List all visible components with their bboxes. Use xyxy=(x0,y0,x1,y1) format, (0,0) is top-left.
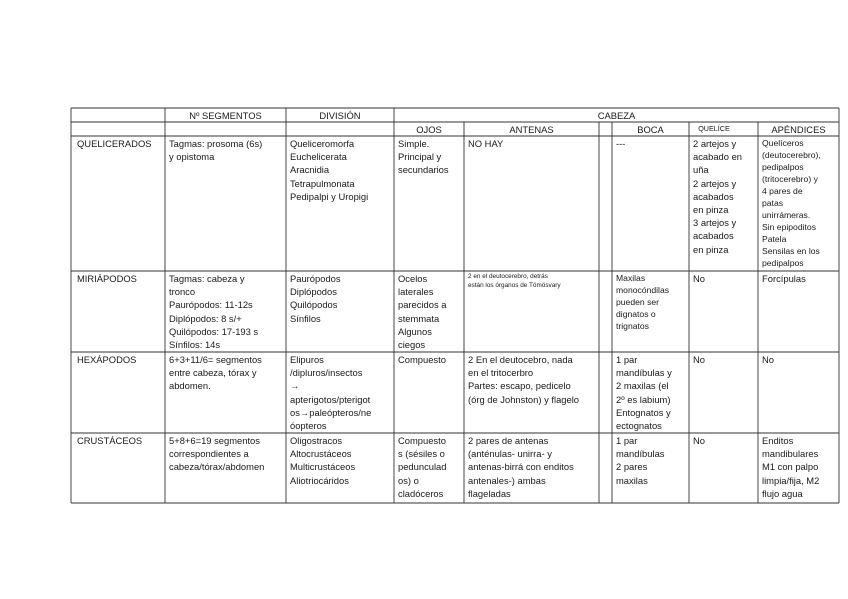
cell-ojos: Simple. Principal y secundarios xyxy=(398,138,449,176)
cell-apendices: Quelíceros (deutocerebro), pedipalpos (tritocerebro) y 4 pares de patas unirrámeras. Sin epipoditos Patela Sensilas en los pedipalpos xyxy=(762,138,821,268)
cell-segmentos: 6+3+11/6= segmentos entre cabeza, tórax y abdomen. xyxy=(169,354,262,392)
cell-ojos: Ocelos laterales parecidos a stemmata Algunos ciegos xyxy=(398,273,447,351)
cell-boca: 1 par mandíbulas 2 pares maxilas xyxy=(616,435,665,486)
cell-apendices: No xyxy=(762,354,774,365)
cell-division: Paurópodos Diplópodos Quilópodos Sínfilos xyxy=(290,273,341,324)
cell-quelice: No xyxy=(693,354,705,365)
cell-segmentos: Tagmas: cabeza y tronco Paurópodos: 11-12s Diplópodos: 8 s/+ Quilópodos: 17-193 s Sínfilos: 14s xyxy=(169,273,259,351)
row-group-label: MIRIÁPODOS xyxy=(77,273,137,284)
cell-boca: 1 par mandíbulas y 2 maxilas (el 2º es labium) Entognatos y ectognatos xyxy=(616,354,672,432)
header-division: DIVISIÓN xyxy=(319,110,361,121)
cell-ojos: Compuesto xyxy=(398,354,446,365)
cell-antenas: 2 En el deutocebro, nada en el tritocerbro Partes: escapo, pedicelo (órg de Johnston) y flagelo xyxy=(468,354,580,405)
header-quelice: QUELÍCE xyxy=(698,124,730,133)
cell-segmentos: 5+8+6=19 segmentos correspondientes a cabeza/tórax/abdomen xyxy=(169,435,265,473)
cell-antenas: 2 en el deutocerebro, detrás están los órganos de Tömösvary xyxy=(468,273,561,289)
cell-antenas: NO HAY xyxy=(468,138,504,149)
cell-quelice: No xyxy=(693,273,705,284)
cell-boca: --- xyxy=(616,138,626,149)
row-group-label: CRUSTÁCEOS xyxy=(77,435,143,446)
cell-boca: Maxilas monocóndilas pueden ser dignatos o trignatos xyxy=(616,273,670,331)
header-boca: BOCA xyxy=(637,124,664,135)
cell-segmentos: Tagmas: prosoma (6s) y opistoma xyxy=(169,138,263,163)
header-ojos: OJOS xyxy=(416,124,442,135)
header-segmentos: Nº SEGMENTOS xyxy=(189,110,262,121)
cell-division: Elipuros /dipluros/insectos → apterigotos/pterigot os→paleópteros/ne óopteros xyxy=(290,354,372,432)
cell-ojos: Compuesto s (sésiles o pedunculad os) o cladóceros xyxy=(398,435,447,499)
cell-antenas: 2 pares de antenas (anténulas- unirra- y antenas-birrá con enditos antenales-) ambas flageladas xyxy=(468,435,574,499)
cell-division: Oligostracos Altocrustáceos Multicrustáceos Aliotriocáridos xyxy=(290,435,356,486)
header-cabeza: CABEZA xyxy=(597,110,636,121)
cell-apendices: Enditos mandibulares M1 con palpo limpia/fija, M2 flujo agua xyxy=(762,435,820,499)
header-antenas: ANTENAS xyxy=(509,124,554,135)
cell-division: Queliceromorfa Euchelicerata Aracnidia Tetrapulmonata Pedipalpi y Uropigi xyxy=(290,138,369,202)
row-group-label: QUELICERADOS xyxy=(77,138,152,149)
row-group-label: HEXÁPODOS xyxy=(77,354,137,365)
cell-quelice: 2 artejos y acabado en uña 2 artejos y acabados en pinza 3 artejos y acabados en pinza xyxy=(693,138,743,255)
cell-quelice: No xyxy=(693,435,705,446)
header-apendices: APÉNDICES xyxy=(771,124,826,135)
cell-apendices: Forcípulas xyxy=(762,273,806,284)
